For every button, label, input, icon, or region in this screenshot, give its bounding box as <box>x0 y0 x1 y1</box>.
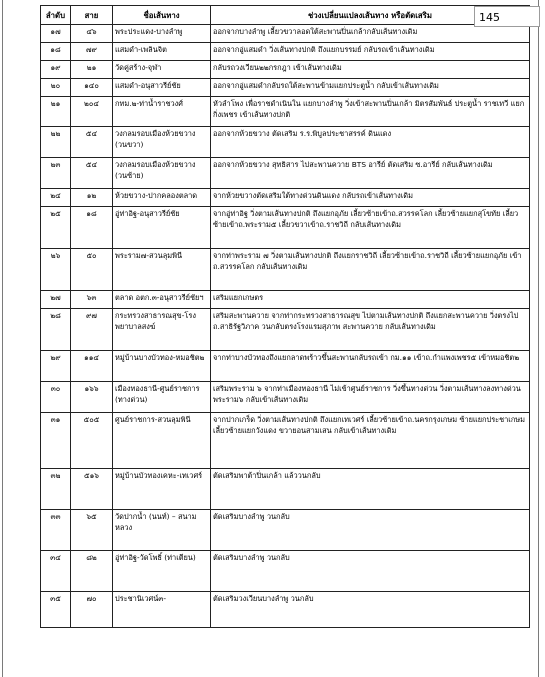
row-change: ตัดเสริมบางลำพู วนกลับ <box>211 551 530 592</box>
row-line: ๗๐ <box>71 592 113 628</box>
row-change: เสริมแยกเกษตร <box>211 291 530 309</box>
row-change: ออกจากห้วยขวาง ตัดเสริม ร.ร.พิบูลประชาสรรค์ ดินแดง <box>211 127 530 158</box>
row-line: ๑๖๖ <box>71 382 113 413</box>
row-change: จากท่าบางบัวทองถึงแยกลาดพร้าวขึ้นสะพานกลับรถเข้า กม.๑๑ เข้าถ.กำแพงเพชร๕ เข้าหมอชิต๒ <box>211 351 530 382</box>
row-change: ออกจากอู่แสมดำกลับรถใต้สะพานข้ามแยกประตูน้ำ กลับเข้าเส้นทางเดิม <box>211 79 530 97</box>
row-number: ๒๙ <box>41 351 71 382</box>
row-line: ๕๔ <box>71 158 113 189</box>
row-route-name: วัดคู่สร้าง-จุฬา <box>113 61 211 79</box>
row-line: ๒๐๔ <box>71 97 113 127</box>
table-row <box>41 551 530 592</box>
table-row <box>41 97 530 127</box>
row-route-name: ประชานิเวศน์๓- <box>113 592 211 628</box>
table-row <box>41 592 530 628</box>
row-route-name: หมู่บ้านบัวทองเคหะ-เทเวศร์ <box>113 469 211 510</box>
row-route-name: ตลาด อตก.๓-อนุสาวรีย์ชัยฯ <box>113 291 211 309</box>
row-line: ๕๔ <box>71 127 113 158</box>
row-change: ออกจากห้วยขวาง สุทธิสาร ไปสะพานควาย BTS อารีย์ ตัดเสริม ซ.อารีย์ กลับเส้นทางเดิม <box>211 158 530 189</box>
row-line: ๙๗ <box>71 309 113 351</box>
row-route-name: อู่ท่าอิฐ-วัดโพธิ์ (ท่าเตียน) <box>113 551 211 592</box>
row-number: ๓๕ <box>41 592 71 628</box>
row-number: ๒๔ <box>41 189 71 207</box>
header-number: ลำดับ <box>41 6 71 25</box>
row-change: ออกจากบางลำพู เลี้ยวขวาลอดใต้สะพานปิ่นเกล้ากลับเส้นทางเดิม <box>211 25 530 43</box>
row-change: ตัดเสริมวงเวียนบางลำพู วนกลับ <box>211 592 530 628</box>
row-route-name: วงกลมรอบเมืองห้วยขวาง (วนซ้าย) <box>113 158 211 189</box>
page-right-border <box>538 0 539 677</box>
row-number: ๒๘ <box>41 309 71 351</box>
page-left-border <box>2 0 3 677</box>
table-row <box>41 158 530 189</box>
row-number: ๓๑ <box>41 413 71 469</box>
row-number: ๒๒ <box>41 127 71 158</box>
row-line: ๗๙ <box>71 43 113 61</box>
row-route-name: อู่ท่าอิฐ-อนุสาวรีย์ชัย <box>113 207 211 249</box>
row-number: ๓๒ <box>41 469 71 510</box>
table-row <box>41 61 530 79</box>
row-route-name: หมู่บ้านบางบัวทอง-หมอชิต๒ <box>113 351 211 382</box>
row-change: จากปากเกร็ด วิ่งตามเส้นทางปกติ ถึงแยกเทเวศร์ เลี้ยวซ้ายเข้าถ.นครกรุงเกษม ซ้ายแยกประชาเกษม เลี้ยวซ้ายแยกวังแดง ขวายอนสามเสน กลับเข้าเส้นทางเดิม <box>211 413 530 469</box>
row-route-name: แสมดำ-อนุสาวรีย์ชัย <box>113 79 211 97</box>
row-line: ๑๒ <box>71 189 113 207</box>
row-change: จากท่าพระราม ๗ วิ่งตามเส้นทางปกติ ถึงแยกราชวิถี เลี้ยวซ้ายเข้าถ.ราชวิถี เลี้ยวซ้ายแยกอุภัย เข้า ถ.สวรรคโลก กลับเส้นทางเดิม <box>211 249 530 291</box>
row-change: จากอู่ท่าอิฐ วิ่งตามเส้นทางปกติ ถึงแยกอุภัย เลี้ยวซ้ายเข้าถ.สวรรคโลก เลี้ยวซ้ายแยกสุโขทัย เลี้ยวซ้ายเข้าถ.พระราม๕ เลี้ยวขวาเข้าถ.ราชวิถี กลับเส้นทางเดิม <box>211 207 530 249</box>
row-number: ๑๗ <box>41 25 71 43</box>
row-change: ออกจากอู่แสมดำ วิ่งเส้นทางปกติ ถึงแยกบรรมย์ กลับรถเข้าเส้นทางเดิม <box>211 43 530 61</box>
page-number-input[interactable]: 145 <box>474 6 540 27</box>
row-number: ๑๙ <box>41 61 71 79</box>
row-route-name: พระราม๗-สวนลุมพินี <box>113 249 211 291</box>
row-change: เสริมสะพานควาย จากท่ากระทรวงสาธารณสุข ไปตามเส้นทางปกติ ถึงแยกสะพานควาย วิ่งตรงไป ถ.สาธิรัฐวิภาค วนกลับตรงโรงแรมสุภาพ สะพานควาย กลับเส้นทางเดิม <box>211 309 530 351</box>
row-line: ๑๔๐ <box>71 79 113 97</box>
row-route-name: ศูนย์ราชการ-สวนลุมพินี <box>113 413 211 469</box>
row-line: ๖๓ <box>71 291 113 309</box>
row-route-name: พระประแดง-บางลำพู <box>113 25 211 43</box>
table-row <box>41 469 530 510</box>
row-change: กลับรถวงเวียน๒๒กรกฎา เข้าเส้นทางเดิม <box>211 61 530 79</box>
row-line: ๔๖ <box>71 25 113 43</box>
row-route-name: กระทรวงสาธารณสุข-โรงพยาบาลสงฆ์ <box>113 309 211 351</box>
row-number: ๒๖ <box>41 249 71 291</box>
row-line: ๒๑ <box>71 61 113 79</box>
table-row <box>41 413 530 469</box>
row-number: ๒๑ <box>41 97 71 127</box>
row-number: ๓๐ <box>41 382 71 413</box>
table-row <box>41 510 530 551</box>
table-row <box>41 127 530 158</box>
row-route-name: วัดปากน้ำ (นนท์) – สนามหลวง <box>113 510 211 551</box>
table-row <box>41 291 530 309</box>
table-row <box>41 351 530 382</box>
row-number: ๒๕ <box>41 207 71 249</box>
row-change: เสริมพระราม ๖ จากท่าเมืองทองธานี ไม่เข้าศูนย์ราชการ วิ่งขึ้นทางด่วน วิ่งตามเส้นทางลงทางด่วนพระราม๖ กลับเข้าเส้นทางเดิม <box>211 382 530 413</box>
table-row <box>41 79 530 97</box>
table-row <box>41 25 530 43</box>
header-line: สาย <box>71 6 113 25</box>
table-row <box>41 189 530 207</box>
row-number: ๓๔ <box>41 551 71 592</box>
row-change: จากห้วยขวางตัดเสริมใต้ทางด่วนดินแดง กลับรถเข้าเส้นทางเดิม <box>211 189 530 207</box>
row-line: ๖๕ <box>71 510 113 551</box>
row-number: ๒๓ <box>41 158 71 189</box>
table-body <box>41 25 530 628</box>
row-line: ๕๐ <box>71 249 113 291</box>
table-row <box>41 382 530 413</box>
row-route-name: วงกลมรอบเมืองห้วยขวาง (วนขวา) <box>113 127 211 158</box>
row-line: ๕๑๖ <box>71 469 113 510</box>
table-row <box>41 207 530 249</box>
table-row <box>41 249 530 291</box>
table-row <box>41 309 530 351</box>
row-line: ๑๑๔ <box>71 351 113 382</box>
table-row <box>41 43 530 61</box>
row-change: ตัดเสริมพาต้าปิ่นเกล้า แล้ววนกลับ <box>211 469 530 510</box>
row-change: หัวลำโพง เพื่อราชดำเนินใน แยกบางลำพู วิ่งเข้าสะพานปิ่นเกล้า มิตรสัมพันธ์ ประตูน้ำ ราชเทวี แยกกิ่งเพชร เข้าเส้นทางปกติ <box>211 97 530 127</box>
row-route-name: แสมดำ-เพลินจิต <box>113 43 211 61</box>
row-line: ๑๘ <box>71 207 113 249</box>
header-change: ช่วงเปลี่ยนแปลงเส้นทาง หรือตัดเสริม <box>211 6 530 25</box>
table-header-row <box>41 6 530 25</box>
route-change-table <box>40 5 530 628</box>
row-number: ๒๐ <box>41 79 71 97</box>
row-change: ตัดเสริมบางลำพู วนกลับ <box>211 510 530 551</box>
row-route-name: เมืองทองธานี-ศูนย์ราชการ (ทางด่วน) <box>113 382 211 413</box>
row-number: ๑๘ <box>41 43 71 61</box>
row-number: ๓๓ <box>41 510 71 551</box>
row-line: ๕๐๕ <box>71 413 113 469</box>
row-route-name: ห้วยขวาง-ปากคลองตลาด <box>113 189 211 207</box>
row-route-name: กทม.๒-ท่าน้ำราชวงศ์ <box>113 97 211 127</box>
row-number: ๒๗ <box>41 291 71 309</box>
row-line: ๘๒ <box>71 551 113 592</box>
header-route-name: ชื่อเส้นทาง <box>113 6 211 25</box>
